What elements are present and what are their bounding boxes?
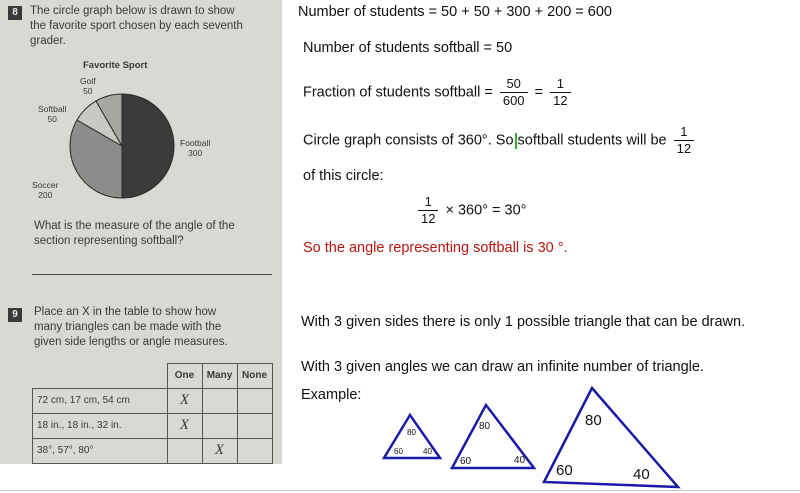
fraction-50-600: $\frac{50}{600}$ (500, 76, 528, 109)
table-row (33, 438, 273, 463)
solution-calculation: $\frac{1}{12}$ × 360° = 30° (415, 194, 526, 227)
solution-circle-line: Circle graph consists of 360°. So softball students will be $\frac{1}{12}$ (303, 124, 697, 157)
table-row (33, 388, 273, 413)
row-label: 38°, 57°, 80° (33, 438, 168, 463)
question-8-text: The circle graph below is drawn to show the favorite sport chosen by each seventh grader. (30, 5, 243, 47)
fraction-1-12-b: $\frac{1}{12}$ (674, 124, 694, 157)
pie-label-softball: Softball 50 (38, 104, 67, 124)
pie-label-golf: Golf 50 (80, 76, 96, 96)
divider (0, 490, 800, 491)
fraction-1-12: $\frac{1}{12}$ (550, 76, 570, 109)
pie-label-soccer: Soccer 200 (32, 180, 59, 200)
pie-title: Favorite Sport (83, 60, 148, 71)
row-mark: X (167, 413, 202, 438)
solution-of-circle: of this circle: (303, 168, 384, 184)
header-none: None (237, 364, 272, 389)
worksheet-photo (0, 0, 282, 464)
row-mark (237, 388, 272, 413)
question-number-8: 8 (8, 6, 22, 20)
triangle-sides-statement: With 3 given sides there is only 1 possible triangle that can be drawn. (301, 314, 746, 330)
text-cursor (515, 133, 517, 149)
row-mark: X (202, 438, 237, 463)
angle-label-top: 80 (407, 428, 416, 437)
row-label: 72 cm, 17 cm, 54 cm (33, 388, 168, 413)
row-mark: X (167, 388, 202, 413)
table-row (33, 413, 273, 438)
question-9-text: Place an X in the table to show how many triangles can be made with the given side lengths or angle measures. (34, 306, 228, 348)
angle-label-right: 40 (633, 466, 650, 483)
row-label: 18 in., 18 in., 32 in. (33, 413, 168, 438)
angle-label-right: 40 (423, 447, 432, 456)
row-mark (237, 413, 272, 438)
solution-conclusion: So the angle representing softball is 30 °. (303, 240, 568, 256)
angle-label-left: 60 (460, 456, 472, 467)
row-mark (237, 438, 272, 463)
header-one: One (167, 364, 202, 389)
angle-label-top: 80 (585, 412, 602, 429)
triangle-table (32, 363, 273, 464)
answer-line (32, 274, 272, 275)
fraction-prefix: Fraction of students softball = (303, 84, 493, 101)
angle-label-left: 60 (394, 447, 403, 456)
pie-slice-football (122, 94, 174, 198)
solution-fraction-line: Fraction of students softball = $\frac{50}{600}$ = $\frac{1}{12}$ (303, 76, 574, 109)
example-label: Example: (301, 387, 362, 403)
triangle-angles-statement: With 3 given angles we can draw an infinite number of triangle. (301, 359, 704, 375)
row-mark (167, 438, 202, 463)
angle-label-left: 60 (556, 462, 573, 479)
calc-fraction: $\frac{1}{12}$ (418, 194, 438, 227)
row-mark (202, 413, 237, 438)
question-8-prompt: What is the measure of the angle of the section representing softball? (34, 220, 235, 247)
row-mark (202, 388, 237, 413)
header-many: Many (202, 364, 237, 389)
question-number-9: 9 (8, 308, 22, 322)
angle-label-right: 40 (514, 455, 526, 466)
solution-softball-count: Number of students softball = 50 (303, 40, 513, 56)
angle-label-top: 80 (479, 421, 491, 432)
example-triangles (376, 385, 696, 490)
pie-label-football: Football 300 (180, 138, 211, 158)
solution-total: Number of students = 50 + 50 + 300 + 200 = 600 (298, 4, 612, 20)
